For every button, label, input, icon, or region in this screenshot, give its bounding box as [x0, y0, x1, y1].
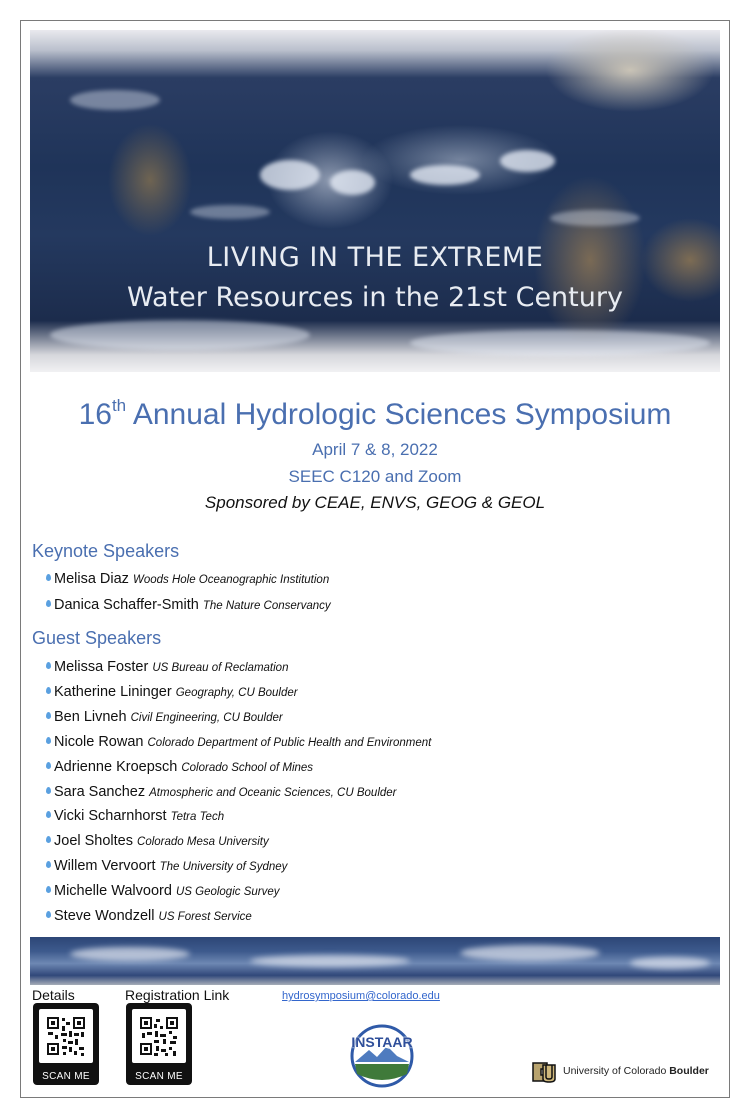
- list-item: Vicki Scharnhorst Tetra Tech: [46, 808, 224, 824]
- qr-code-icon: [132, 1009, 186, 1063]
- list-item: Melissa Foster US Bureau of Reclamation: [46, 659, 288, 675]
- water-drop-icon: [46, 836, 51, 843]
- list-item: Danica Schaffer-Smith The Nature Conservancy: [46, 597, 331, 613]
- water-drop-icon: [46, 787, 51, 794]
- sponsor-line: Sponsored by CEAE, ENVS, GEOG & GEOL: [204, 493, 546, 512]
- list-item: Willem Vervoort The University of Sydney: [46, 858, 287, 874]
- cloud-texture-strip: [30, 937, 720, 985]
- cu-wordmark: University of Colorado Boulder: [563, 1065, 709, 1077]
- list-item: Steve Wondzell US Forest Service: [46, 908, 252, 924]
- cu-emblem-icon: [531, 1061, 557, 1083]
- water-drop-icon: [46, 811, 51, 818]
- water-drop-icon: [46, 762, 51, 769]
- list-item: Michelle Walvoord US Geologic Survey: [46, 883, 280, 899]
- earth-satellite-banner: [30, 30, 720, 372]
- scan-me-caption: SCAN ME: [135, 1071, 183, 1082]
- water-drop-icon: [46, 737, 51, 744]
- ordinal-number: 16: [78, 398, 112, 431]
- hero-headline: LIVING IN THE EXTREME: [206, 242, 544, 273]
- event-venue: SEEC C120 and Zoom: [288, 467, 462, 486]
- water-drop-icon: [46, 574, 51, 581]
- registration-label: Registration Link: [125, 987, 230, 1003]
- email-link[interactable]: hydrosymposium@colorado.edu: [282, 990, 440, 1002]
- details-label: Details: [32, 987, 75, 1003]
- hero-subheadline: Water Resources in the 21st Century: [127, 282, 623, 313]
- list-item: Adrienne Kroepsch Colorado School of Mines: [46, 759, 313, 775]
- list-item: Nicole Rowan Colorado Department of Public Health and Environment: [46, 734, 431, 750]
- ordinal-suffix: th: [111, 396, 127, 415]
- list-item: Joel Sholtes Colorado Mesa University: [46, 833, 269, 849]
- keynote-heading: Keynote Speakers: [32, 541, 180, 561]
- symposium-name: Annual Hydrologic Sciences Symposium: [132, 398, 672, 431]
- details-qr-code[interactable]: [33, 1003, 99, 1085]
- water-drop-icon: [46, 911, 51, 918]
- guest-heading: Guest Speakers: [32, 628, 162, 648]
- symposium-title: [0, 398, 750, 432]
- event-date: April 7 & 8, 2022: [312, 440, 438, 459]
- water-drop-icon: [46, 861, 51, 868]
- water-drop-icon: [46, 662, 51, 669]
- water-drop-icon: [46, 886, 51, 893]
- water-drop-icon: [46, 687, 51, 694]
- list-item: Ben Livneh Civil Engineering, CU Boulder: [46, 709, 283, 725]
- qr-code-icon: [39, 1009, 93, 1063]
- water-drop-icon: [46, 712, 51, 719]
- list-item: Melisa Diaz Woods Hole Oceanographic Institution: [46, 571, 329, 587]
- instaar-wordmark: INSTAAR: [351, 1034, 413, 1050]
- water-drop-icon: [46, 600, 51, 607]
- cu-boulder-logo: [531, 1061, 709, 1083]
- list-item: Katherine Lininger Geography, CU Boulder: [46, 684, 298, 700]
- instaar-logo: [343, 1020, 421, 1088]
- registration-qr-code[interactable]: [126, 1003, 192, 1085]
- scan-me-caption: SCAN ME: [42, 1071, 90, 1082]
- list-item: Sara Sanchez Atmospheric and Oceanic Sciences, CU Boulder: [46, 784, 397, 800]
